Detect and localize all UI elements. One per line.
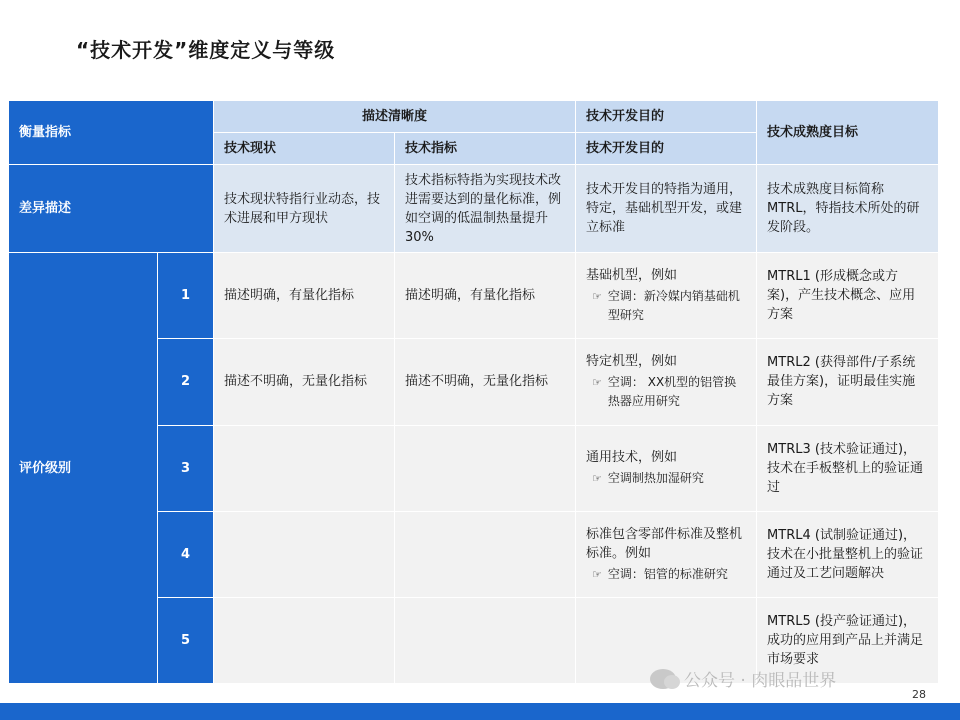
level-row-1 — [9, 253, 939, 339]
pointing-hand-icon: ☞ — [592, 376, 602, 390]
footer-bar — [0, 703, 960, 720]
desc-indicator: 技术指标特指为实现技术改进需要达到的量化标准，例如空调的低温制热量提升30% — [395, 165, 576, 253]
purpose-example — [586, 287, 746, 325]
level-maturity: MTRL4 (试制验证通过)，技术在小批量整机上的验证通过及工艺问题解决 — [757, 511, 939, 597]
header-row-1 — [9, 101, 939, 133]
level-indicator: 描述明确，有量化指标 — [395, 253, 576, 339]
level-maturity: MTRL5 (投产验证通过)，成功的应用到产品上并满足市场要求 — [757, 597, 939, 683]
group-header-purpose: 技术开发目的 — [576, 101, 757, 133]
level-purpose — [576, 511, 757, 597]
level-purpose — [576, 425, 757, 511]
desc-purpose: 技术开发目的特指为通用，特定，基础机型开发，或建立标准 — [576, 165, 757, 253]
level-indicator — [395, 597, 576, 683]
level-status — [214, 425, 395, 511]
pointing-hand-icon: ☞ — [592, 290, 602, 304]
group-header-maturity: 技术成熟度目标 — [757, 101, 939, 165]
purpose-text: 通用技术，例如 — [586, 450, 678, 466]
purpose-example-text: 空调：新冷媒内销基础机型研究 — [607, 289, 740, 323]
pointing-hand-icon: ☞ — [592, 472, 602, 486]
level-status — [214, 597, 395, 683]
level-purpose — [576, 253, 757, 339]
level-purpose — [576, 339, 757, 425]
purpose-text: 标准包含零部件标准及整机标准。例如 — [586, 526, 743, 561]
sub-header-purpose: 技术开发目的 — [576, 133, 757, 165]
level-number: 5 — [158, 597, 214, 683]
purpose-text: 基础机型，例如 — [586, 268, 678, 284]
level-status — [214, 511, 395, 597]
watermark-text: 公众号 · 肉眼品世界 — [684, 671, 837, 691]
level-indicator — [395, 511, 576, 597]
purpose-example — [586, 565, 746, 584]
chat-bubble-icon — [650, 669, 676, 689]
dimension-table — [8, 100, 939, 684]
purpose-example-text: 空调：铝管的标准研究 — [607, 566, 728, 581]
level-status: 描述明确，有量化指标 — [214, 253, 395, 339]
desc-maturity: 技术成熟度目标简称MTRL，特指技术所处的研发阶段。 — [757, 165, 939, 253]
purpose-example — [586, 469, 746, 488]
description-row — [9, 165, 939, 253]
pointing-hand-icon: ☞ — [592, 567, 602, 581]
level-status: 描述不明确，无量化指标 — [214, 339, 395, 425]
level-maturity: MTRL2 (获得部件/子系统最佳方案)，证明最佳实施方案 — [757, 339, 939, 425]
level-indicator — [395, 425, 576, 511]
row-header-metric: 衡量指标 — [9, 101, 214, 165]
level-number: 2 — [158, 339, 214, 425]
level-number: 3 — [158, 425, 214, 511]
watermark — [650, 666, 836, 691]
sub-header-status: 技术现状 — [214, 133, 395, 165]
level-maturity: MTRL1 (形成概念或方案)，产生技术概念、应用方案 — [757, 253, 939, 339]
sub-header-indicator: 技术指标 — [395, 133, 576, 165]
purpose-example-text: 空调制热加湿研究 — [607, 471, 704, 486]
page-number: 28 — [912, 688, 926, 701]
level-maturity: MTRL3 (技术验证通过)，技术在手板整机上的验证通过 — [757, 425, 939, 511]
row-header-diff: 差异描述 — [9, 165, 214, 253]
row-header-levels: 评价级别 — [9, 253, 158, 684]
desc-status: 技术现状特指行业动态，技术进展和甲方现状 — [214, 165, 395, 253]
level-number: 4 — [158, 511, 214, 597]
purpose-example — [586, 373, 746, 411]
page-title: “技术开发”维度定义与等级 — [76, 38, 336, 62]
purpose-text: 特定机型，例如 — [586, 354, 678, 370]
level-indicator: 描述不明确，无量化指标 — [395, 339, 576, 425]
group-header-clarity: 描述清晰度 — [214, 101, 576, 133]
level-number: 1 — [158, 253, 214, 339]
purpose-example-text: 空调： XX机型的铝管换热器应用研究 — [607, 375, 737, 409]
